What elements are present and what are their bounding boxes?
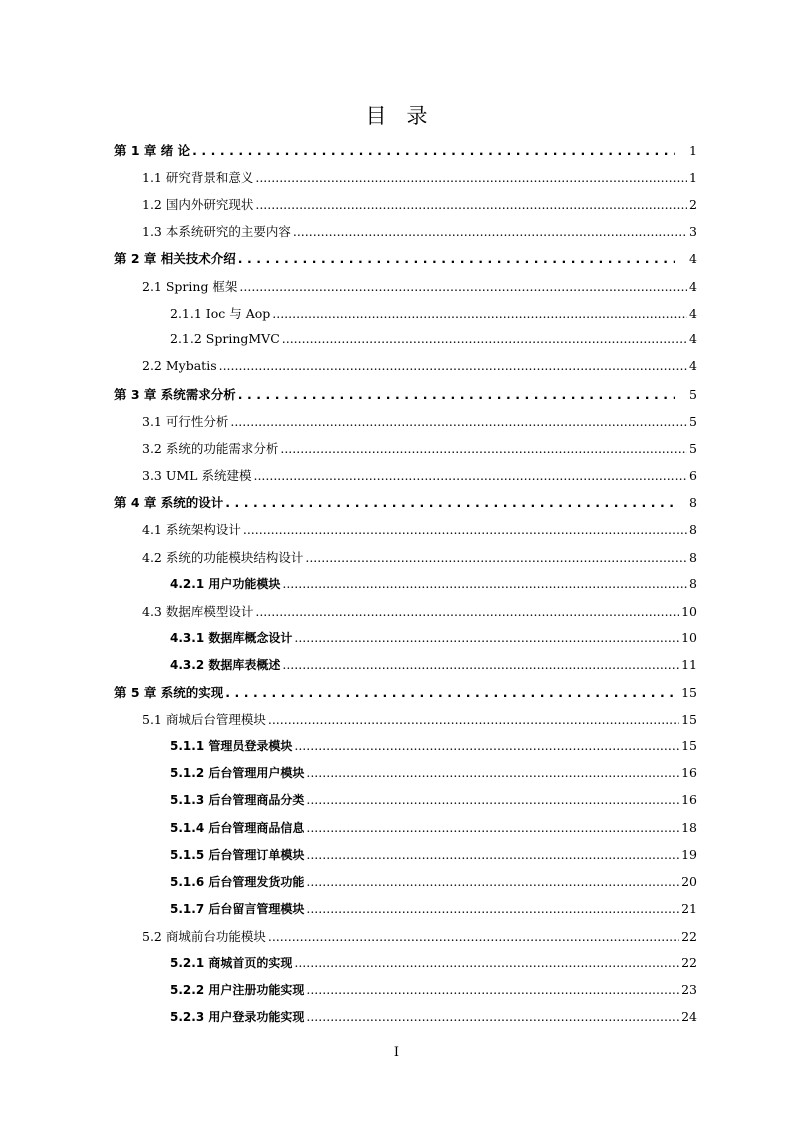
toc-entry-label: 4.1 系统架构设计 bbox=[142, 522, 241, 538]
toc-dot-leader bbox=[282, 576, 687, 591]
toc-entry-label: 2.1 Spring 框架 bbox=[142, 278, 238, 294]
toc-entry[interactable] bbox=[170, 304, 697, 322]
toc-dot-leader bbox=[282, 331, 687, 346]
toc-entry[interactable] bbox=[170, 331, 697, 349]
toc-dot-leader bbox=[225, 685, 673, 700]
toc-entry-page: 16 bbox=[681, 792, 697, 808]
toc-entry-label: 2.2 Mybatis bbox=[142, 357, 217, 373]
toc-dot-leader bbox=[305, 550, 687, 565]
toc-entry-page: 21 bbox=[681, 900, 697, 916]
toc-entry-label: 5.2.1 商城首页的实现 bbox=[170, 956, 293, 970]
toc-entry[interactable] bbox=[142, 520, 697, 538]
toc-entry[interactable] bbox=[170, 737, 697, 755]
toc-entry-page: 5 bbox=[689, 386, 697, 402]
toc-entry-label: 5.1.6 后台管理发货功能 bbox=[170, 874, 305, 889]
toc-dot-leader bbox=[306, 982, 679, 997]
toc-entry-label: 5.1.7 后台留言管理模块 bbox=[170, 901, 305, 916]
toc-entry[interactable] bbox=[114, 385, 697, 403]
toc-entry-label: 第 2 章 相关技术介绍 bbox=[114, 251, 236, 267]
toc-dot-leader bbox=[280, 441, 687, 456]
toc-entry-page: 4 bbox=[689, 278, 697, 294]
toc-entry-label: 4.2 系统的功能模块结构设计 bbox=[142, 549, 304, 565]
toc-dot-leader bbox=[294, 955, 679, 970]
toc-entry-label: 5.1.5 后台管理订单模块 bbox=[170, 847, 305, 862]
toc-entry-page: 6 bbox=[689, 468, 697, 484]
toc-entry-page: 4 bbox=[689, 357, 697, 373]
toc-entry-label: 5.1.4 后台管理商品信息 bbox=[170, 820, 305, 835]
toc-entry[interactable] bbox=[142, 548, 697, 566]
toc-dot-leader bbox=[293, 224, 687, 239]
toc-entry-label: 5.1.1 管理员登录模块 bbox=[170, 739, 293, 754]
toc-entry-label: 1.1 研究背景和意义 bbox=[142, 170, 254, 186]
toc-dot-leader bbox=[255, 170, 687, 185]
toc-entry-label: 5.2.3 用户登录功能实现 bbox=[170, 1010, 305, 1025]
toc-entry[interactable] bbox=[142, 439, 697, 457]
toc-entry-page: 1 bbox=[689, 143, 697, 158]
toc-entry[interactable] bbox=[142, 195, 697, 213]
toc-entry-label: 3.1 可行性分析 bbox=[142, 414, 229, 429]
toc-entry-label: 第 3 章 系统需求分析 bbox=[114, 386, 236, 402]
toc-dot-leader bbox=[272, 306, 687, 321]
toc-entry-label: 2.1.1 Ioc 与 Aop bbox=[170, 305, 271, 321]
toc-entry-page: 20 bbox=[681, 873, 697, 889]
toc-entry[interactable] bbox=[142, 277, 697, 295]
toc-entry[interactable] bbox=[170, 629, 697, 647]
toc-entry-page: 8 bbox=[689, 522, 697, 538]
toc-dot-leader bbox=[238, 387, 675, 402]
toc-entry-page: 8 bbox=[689, 495, 697, 511]
toc-dot-leader bbox=[225, 495, 675, 510]
toc-entry-label: 5.1.2 后台管理用户模块 bbox=[170, 766, 305, 781]
toc-entry-label: 3.2 系统的功能需求分析 bbox=[142, 441, 279, 457]
toc-entry-page: 2 bbox=[689, 197, 697, 213]
toc-dot-leader bbox=[219, 358, 687, 373]
toc-entry[interactable] bbox=[170, 900, 697, 918]
toc-entry-page: 16 bbox=[681, 765, 697, 781]
toc-entry[interactable] bbox=[170, 764, 697, 782]
toc-dot-leader bbox=[306, 792, 679, 807]
toc-dot-leader bbox=[192, 143, 675, 158]
toc-entry-page: 3 bbox=[689, 224, 697, 240]
toc-entry-label: 第 1 章 绪 论 bbox=[114, 143, 191, 158]
toc-entry-label: 3.3 UML 系统建模 bbox=[142, 468, 252, 484]
toc-dot-leader bbox=[306, 820, 679, 835]
toc-entry-label: 5.1 商城后台管理模块 bbox=[142, 712, 266, 728]
toc-entry-label: 4.2.1 用户功能模块 bbox=[170, 576, 281, 591]
toc-entry[interactable] bbox=[114, 493, 697, 511]
toc-entry[interactable] bbox=[170, 846, 697, 864]
toc-dot-leader bbox=[306, 1009, 679, 1024]
toc-entry[interactable] bbox=[142, 710, 697, 728]
toc-entry-page: 10 bbox=[681, 629, 697, 645]
toc-entry-label: 5.2.2 用户注册功能实现 bbox=[170, 983, 305, 998]
toc-entry[interactable] bbox=[142, 222, 697, 240]
toc-entry-page: 11 bbox=[681, 656, 697, 672]
toc-entry-label: 4.3 数据库模型设计 bbox=[142, 603, 254, 619]
toc-entry-label: 4.3.2 数据库表概述 bbox=[170, 657, 281, 672]
toc-entry-page: 18 bbox=[681, 819, 697, 835]
toc-entry-page: 4 bbox=[689, 305, 697, 321]
toc-entry-page: 10 bbox=[681, 603, 697, 619]
toc-dot-leader bbox=[294, 738, 679, 753]
toc-entry-page: 15 bbox=[681, 738, 697, 754]
toc-entry-label: 第 4 章 系统的设计 bbox=[114, 495, 224, 511]
toc-entry[interactable] bbox=[170, 575, 697, 593]
toc-entry[interactable] bbox=[142, 358, 697, 376]
toc-entry-label: 1.3 本系统研究的主要内容 bbox=[142, 224, 291, 240]
toc-entry-page: 8 bbox=[689, 575, 697, 591]
toc-entry[interactable] bbox=[114, 141, 697, 159]
toc-entry[interactable] bbox=[142, 412, 697, 430]
toc-entry-page: 15 bbox=[681, 712, 697, 728]
toc-entry-label: 5.2 商城前台功能模块 bbox=[142, 928, 266, 944]
toc-dot-leader bbox=[268, 929, 679, 944]
page-number: I bbox=[393, 1045, 400, 1060]
toc-entry-label: 第 5 章 系统的实现 bbox=[114, 685, 224, 700]
toc-dot-leader bbox=[306, 847, 679, 862]
page-title: 目录 bbox=[365, 104, 448, 128]
toc-dot-leader bbox=[253, 468, 687, 483]
toc-dot-leader bbox=[238, 251, 675, 266]
toc-entry-page: 15 bbox=[681, 685, 697, 700]
toc-entry[interactable] bbox=[170, 981, 697, 999]
toc-entry[interactable] bbox=[142, 466, 697, 484]
toc-entry[interactable] bbox=[170, 791, 697, 809]
toc-dot-leader bbox=[306, 901, 679, 916]
toc-dot-leader bbox=[243, 522, 687, 537]
toc-dot-leader bbox=[255, 197, 687, 212]
toc-entry[interactable] bbox=[170, 1008, 697, 1026]
toc-entry-page: 5 bbox=[689, 414, 697, 429]
toc-entry[interactable] bbox=[170, 819, 697, 837]
toc-dot-leader bbox=[230, 414, 687, 429]
toc-entry[interactable] bbox=[170, 656, 697, 674]
toc-entry-label: 4.3.1 数据库概念设计 bbox=[170, 630, 293, 645]
toc-entry-page: 5 bbox=[689, 441, 697, 457]
toc-entry-page: 22 bbox=[681, 955, 697, 970]
toc-entry-page: 1 bbox=[689, 170, 697, 186]
toc-entry-page: 4 bbox=[689, 330, 697, 346]
toc-entry-page: 24 bbox=[681, 1009, 697, 1025]
toc-entry-page: 4 bbox=[689, 251, 697, 267]
toc-entry[interactable] bbox=[142, 168, 697, 186]
toc-entry-page: 19 bbox=[681, 846, 697, 862]
toc-dot-leader bbox=[294, 630, 679, 645]
toc-entry[interactable] bbox=[170, 873, 697, 891]
toc-entry-label: 2.1.2 SpringMVC bbox=[170, 330, 280, 346]
toc-dot-leader bbox=[306, 874, 679, 889]
toc-dot-leader bbox=[239, 279, 687, 294]
toc-dot-leader bbox=[255, 604, 679, 619]
toc-entry[interactable] bbox=[114, 683, 697, 701]
toc-dot-leader bbox=[306, 765, 679, 780]
toc-entry[interactable] bbox=[142, 927, 697, 945]
toc-entry-page: 8 bbox=[689, 549, 697, 565]
toc-entry[interactable] bbox=[142, 602, 697, 620]
toc-entry-label: 1.2 国内外研究现状 bbox=[142, 197, 254, 213]
toc-dot-leader bbox=[268, 712, 679, 727]
toc-dot-leader bbox=[282, 657, 679, 672]
toc-entry[interactable] bbox=[114, 249, 697, 267]
toc-entry-page: 23 bbox=[681, 982, 697, 998]
toc-entry-label: 5.1.3 后台管理商品分类 bbox=[170, 793, 305, 808]
toc-entry-page: 22 bbox=[681, 928, 697, 944]
toc-entry[interactable] bbox=[170, 954, 697, 972]
